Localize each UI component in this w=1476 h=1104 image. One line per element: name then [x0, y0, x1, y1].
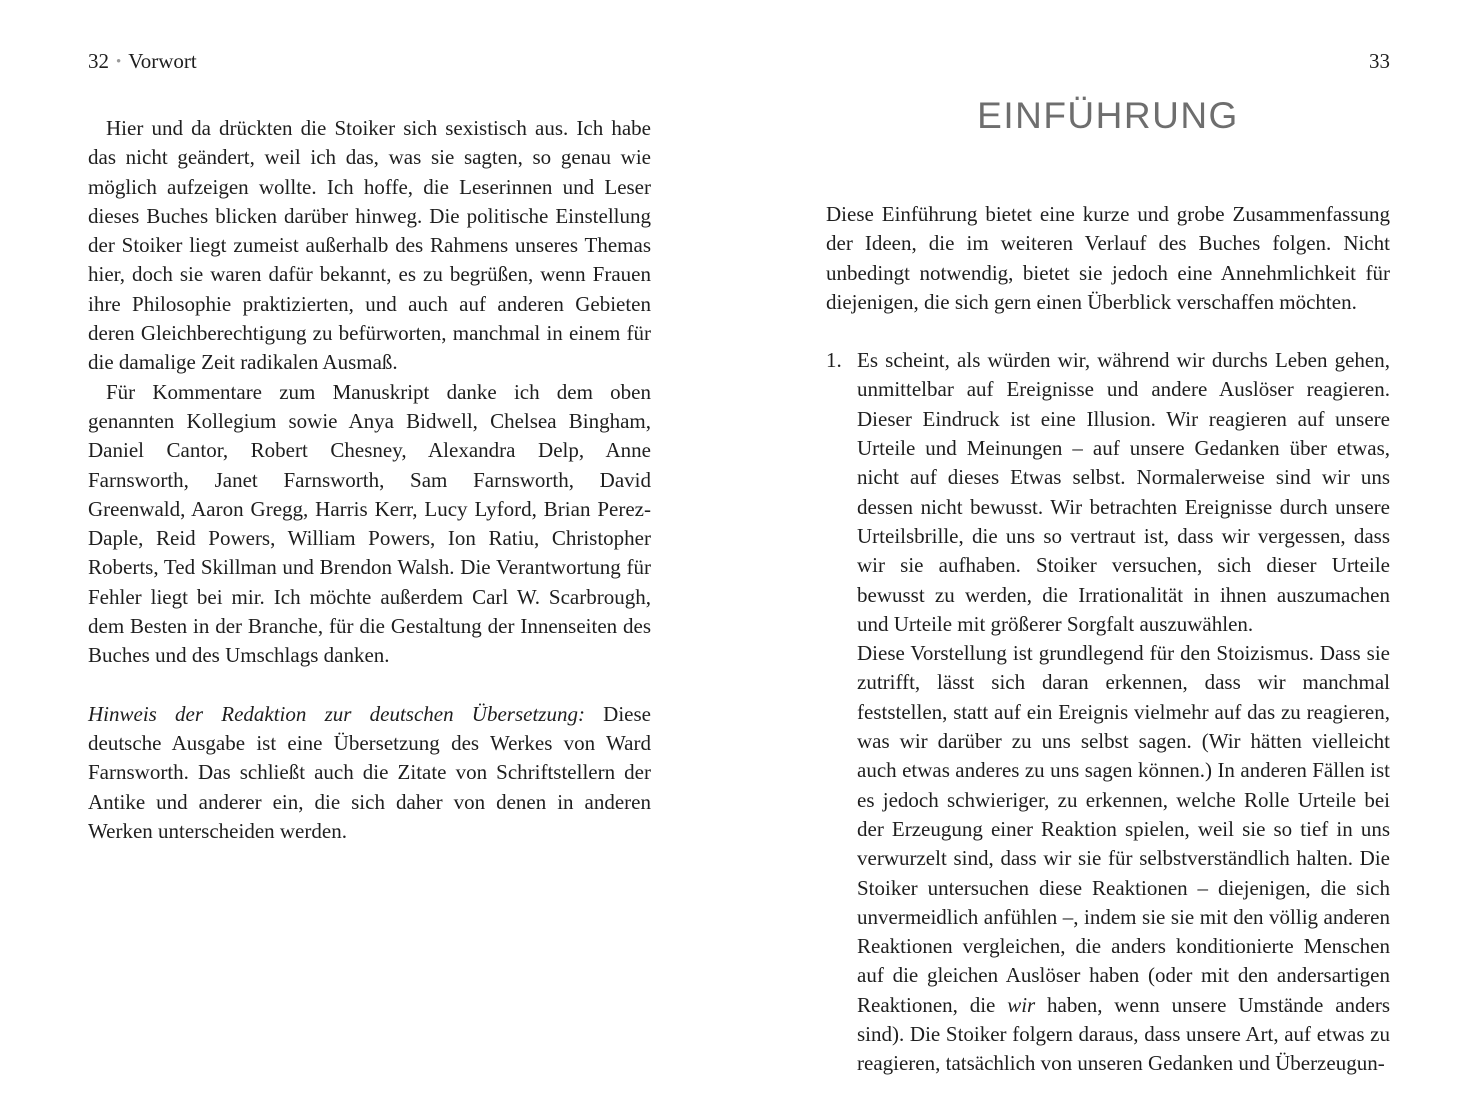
- page-number-left: 32: [88, 49, 109, 73]
- item1-paragraph1: Es scheint, als würden wir, während wir durchs Leben gehen, unmittelbar auf Ereignisse und andere Auslöser reagieren. Dieser Eindruck ist eine Illusion. Wir reagieren auf unsere Urteile und Meinungen – auf unsere Gedanken über etwas, nicht auf dieses Etwas selbst. Normalerweise sind wir uns dessen nicht bewusst. Wir betrachten Ereignisse durch unsere Urteilsbrille, die uns so vertraut ist, dass wir vergessen, dass wir sie aufhaben. Stoiker versuchen, sich dieser Urteile bewusst zu werden, die Irrationalität in ihnen auszumachen und Urteile mit größerer Sorgfalt auszuwählen.: [857, 348, 1390, 636]
- paragraph-acknowledgements: Für Kommentare zum Manuskript danke ich dem oben genannten Kollegium sowie Anya Bidwell, Chelsea Bingham, Daniel Cantor, Robert Chesney, Alexandra Delp, Anne Farnsworth, Janet Farnsworth, Sam Farnsworth, David Greenwald, Aaron Gregg, Harris Kerr, Lucy Lyford, Brian Perez-Daple, Reid Powers, William Powers, Ion Ratiu, Christopher Roberts, Ted Skillman und Brendon Walsh. Die Verantwortung für Fehler liegt bei mir. Ich möchte außerdem Carl W. Scarbrough, dem Besten in der Branche, für die Gestaltung der Innenseiten des Buches und des Umschlags danken.: [88, 379, 651, 668]
- page-number-right: 33: [1369, 49, 1390, 73]
- item1-paragraph2-after: haben, wenn unsere Umstände anders sind). Die Stoiker folgern daraus, dass unsere Art, auf etwas zu reagieren, tatsächlich von unseren Gedanken und Überzeugun-: [857, 992, 1390, 1076]
- editorial-note-lead: Hinweis der Redaktion zur deutschen Übersetzung:: [88, 701, 585, 726]
- item1-paragraph2-emphasis-wir: wir: [1007, 992, 1036, 1017]
- item1-paragraph2: [857, 639, 1390, 1078]
- item-number: 1.: [826, 348, 842, 373]
- chapter-title: EINFÜHRUNG: [977, 95, 1239, 136]
- right-page-body: [826, 200, 1390, 1079]
- paragraph-editorial-note: [88, 700, 651, 846]
- left-page-body: [88, 114, 651, 846]
- paragraph-sexism-note: Hier und da drückten die Stoiker sich sexistisch aus. Ich habe das nicht geändert, weil ich das, was sie sagten, so genau wie möglich aufzeigen wollte. Ich hoffe, die Leserinnen und Leser dieses Buches blicken darüber hinweg. Die politische Einstellung der Stoiker liegt zumeist außerhalb des Rahmens unseres Themas hier, doch sie waren dafür bekannt, es zu begrüßen, wenn Frauen ihre Philosophie praktizierten, und auch auf anderen Gebieten deren Gleichberechtigung zu befürworten, manchmal in einem für die damalige Zeit radikalen Ausmaß.: [88, 116, 651, 375]
- running-header-section: Vorwort: [128, 49, 197, 73]
- editorial-note-body: Diese deutsche Ausgabe ist eine Übersetzung des Werkes von Ward Farnsworth. Das schließt auch die Zitate von Schriftstellern der Antike und anderer ein, die sich daher von denen in anderen Werken unterscheiden werden.: [88, 701, 651, 843]
- item-text: [857, 346, 1390, 1078]
- numbered-item-1: [826, 346, 1390, 1078]
- header-bullet-separator: •: [116, 54, 122, 70]
- paragraph-intro: Diese Einführung bietet eine kurze und grobe Zusammenfassung der Ideen, die im weiteren Verlauf des Buches folgen. Nicht unbedingt notwendig, bietet sie jedoch eine Annehmlichkeit für diejenigen, die sich gern einen Überblick verschaffen möchten.: [826, 202, 1390, 314]
- item1-paragraph2-before: Diese Vorstellung ist grundlegend für den Stoizismus. Dass sie zutrifft, lässt sich daran erkennen, dass wir manchmal feststellen, statt auf ein Ereignis vielmehr auf das zu reagieren, was wir darüber zu uns selbst sagen. (Wir hätten vielleicht auch etwas anderes zu uns sagen können.) In anderen Fällen ist es jedoch schwieriger, zu erkennen, welche Rolle Urteile bei der Erzeugung einer Reaktion spielen, weil sie so tief in uns verwurzelt sind, dass wir sie für selbstverständlich halten. Die Stoiker untersuchen diese Reaktionen – diejenigen, die sich unvermeidlich anfühlen –, indem sie sie mit den völlig anderen Reaktionen vergleichen, die anders konditionierte Menschen auf die gleichen Auslöser haben (oder mit den andersartigen Reaktionen, die: [857, 641, 1390, 1017]
- running-header: [88, 48, 197, 75]
